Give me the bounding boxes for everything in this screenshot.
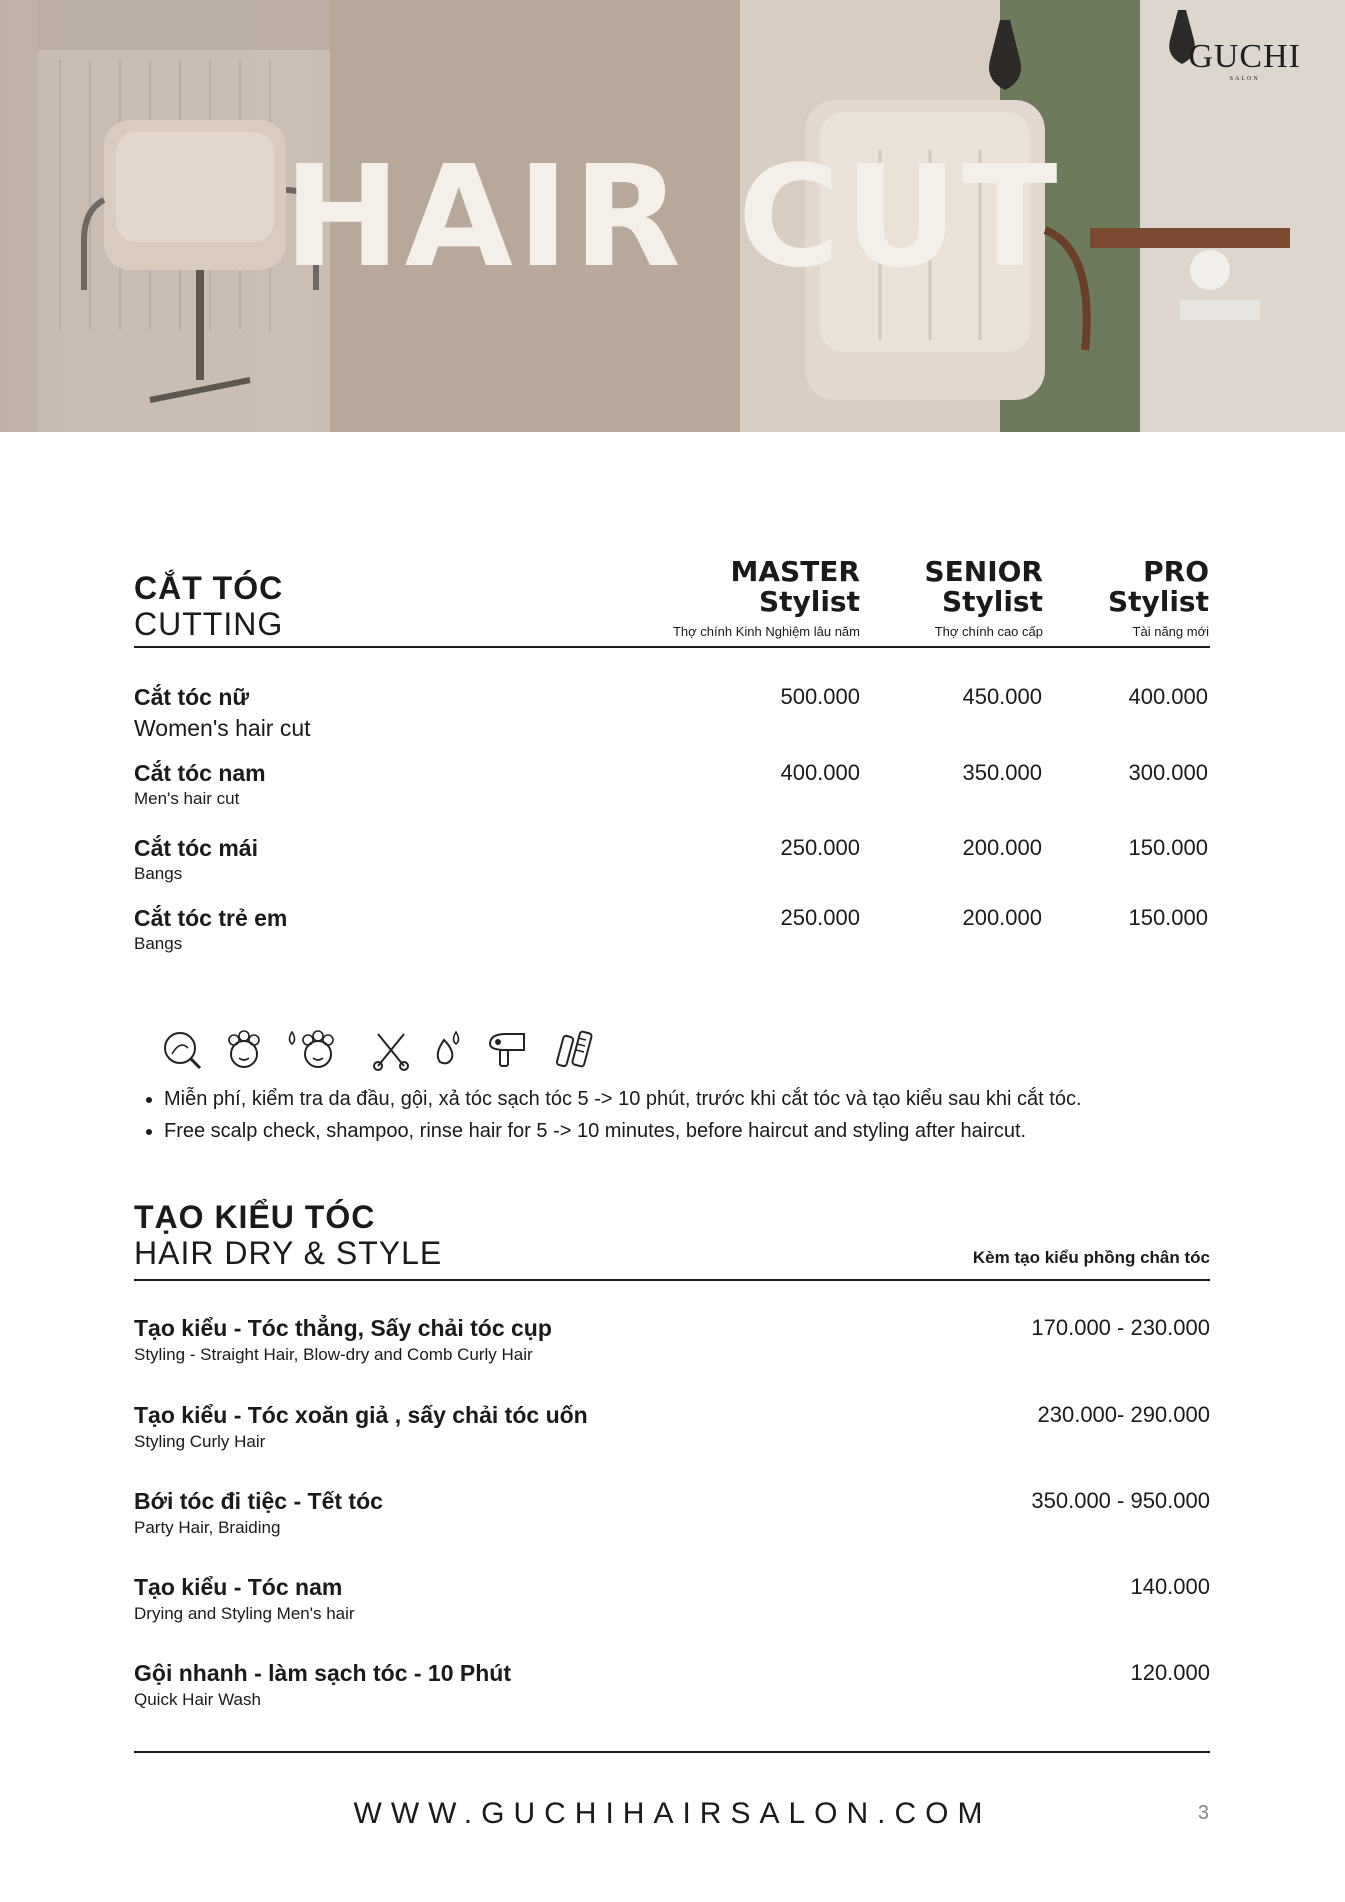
- logo-subtext: SALON: [1229, 76, 1260, 82]
- list-item: [134, 1660, 1210, 1711]
- column-master-line2: Stylist: [758, 585, 860, 618]
- hero-banner: [0, 0, 1345, 432]
- column-senior-line2: Stylist: [941, 585, 1043, 618]
- price-master: 250.000: [780, 835, 860, 860]
- hero-title: HAIR CUT: [283, 136, 1062, 299]
- styling-heading: [134, 1201, 442, 1269]
- table-row: [134, 835, 1210, 885]
- brand-logo: [1188, 40, 1301, 82]
- service-notes: [134, 1083, 1082, 1147]
- column-pro: [1107, 555, 1209, 639]
- service-name-vn: Cắt tóc trẻ em: [134, 905, 288, 931]
- styling-name-vn: Tạo kiểu - Tóc thẳng, Sấy chải tóc cụp: [134, 1315, 552, 1341]
- list-item: [134, 1402, 1210, 1453]
- cutting-title-vn: CẮT TÓC: [134, 570, 284, 606]
- table-row: [134, 760, 1210, 810]
- service-name-en: Bangs: [134, 863, 183, 883]
- styling-price: 170.000 - 230.000: [1031, 1315, 1210, 1340]
- styling-name-vn: Gội nhanh - làm sạch tóc - 10 Phút: [134, 1660, 511, 1686]
- price-master: 250.000: [780, 905, 860, 930]
- styling-name-en: Styling - Straight Hair, Blow-dry and Comb Curly Hair: [134, 1344, 533, 1364]
- styling-price: 350.000 - 950.000: [1031, 1488, 1210, 1513]
- column-pro-line2: Stylist: [1107, 585, 1209, 618]
- price-master: 500.000: [780, 684, 860, 709]
- table-row: [134, 684, 1210, 743]
- styling-divider: [134, 1279, 1210, 1281]
- styling-name-vn: Bới tóc đi tiệc - Tết tóc: [134, 1488, 383, 1514]
- column-pro-desc: Tài năng mới: [1132, 624, 1209, 639]
- styling-name-en: Party Hair, Braiding: [134, 1517, 281, 1537]
- logo-text: GUCHI: [1188, 38, 1301, 75]
- service-name-vn: Cắt tóc nữ: [134, 684, 250, 710]
- price-pro: 150.000: [1128, 835, 1208, 860]
- cutting-divider: [134, 646, 1210, 648]
- shampoo-icon: [222, 1028, 266, 1072]
- styling-name-vn: Tạo kiểu - Tóc nam: [134, 1574, 343, 1600]
- price-senior: 200.000: [962, 905, 1042, 930]
- styling-name-vn: Tạo kiểu - Tóc xoăn giả , sấy chải tóc uốn: [134, 1402, 588, 1428]
- list-item: [134, 1574, 1210, 1625]
- footer-divider: [134, 1751, 1210, 1753]
- note-item: • Miễn phí, kiểm tra da đầu, gội, xả tóc sạch tóc 5 -> 10 phút, trước khi cắt tóc và tạo kiểu sau khi cắt tóc.: [164, 1083, 1082, 1115]
- service-name-vn: Cắt tóc nam: [134, 760, 266, 786]
- list-item: [134, 1315, 1210, 1366]
- price-pro: 150.000: [1128, 905, 1208, 930]
- service-name-vn: Cắt tóc mái: [134, 835, 258, 861]
- website-link[interactable]: WWW.GUCHIHAIRSALON.COM: [353, 1797, 992, 1830]
- styling-title-vn: TẠO KIỂU TÓC: [134, 1199, 376, 1235]
- water-drops-icon: [426, 1028, 470, 1072]
- column-master-desc: Thợ chính Kinh Nghiệm lâu năm: [672, 624, 860, 639]
- column-senior-desc: Thợ chính cao cấp: [934, 624, 1043, 639]
- styling-name-en: Drying and Styling Men's hair: [134, 1603, 355, 1623]
- styling-name-en: Styling Curly Hair: [134, 1431, 266, 1451]
- column-pro-line1: PRO: [1143, 555, 1209, 588]
- styling-title-en: HAIR DRY & STYLE: [134, 1235, 443, 1271]
- styling-price: 230.000- 290.000: [1037, 1402, 1210, 1427]
- page-number: 3: [1197, 1802, 1209, 1824]
- cutting-heading: [134, 572, 283, 640]
- styling-name-en: Quick Hair Wash: [134, 1689, 261, 1709]
- column-senior: [924, 555, 1043, 639]
- column-master: [672, 555, 860, 639]
- price-pro: 300.000: [1128, 760, 1208, 785]
- hair-dryer-icon: [486, 1028, 530, 1072]
- scalp-check-icon: [160, 1028, 204, 1072]
- price-master: 400.000: [780, 760, 860, 785]
- cutting-title-en: CUTTING: [134, 606, 284, 642]
- styling-note: Kèm tạo kiểu phồng chân tóc: [972, 1248, 1210, 1267]
- table-row: [134, 905, 1210, 955]
- service-name-en: Bangs: [134, 933, 183, 953]
- list-item: [134, 1488, 1210, 1539]
- styling-price: 140.000: [1130, 1574, 1210, 1599]
- scissors-comb-icon: [370, 1028, 414, 1072]
- column-master-line1: MASTER: [730, 555, 860, 588]
- price-senior: 450.000: [962, 684, 1042, 709]
- rinse-icon: [284, 1028, 344, 1072]
- service-name-en: Men's hair cut: [134, 788, 240, 808]
- column-senior-line1: SENIOR: [924, 555, 1043, 588]
- note-item: • Free scalp check, shampoo, rinse hair for 5 -> 10 minutes, before haircut and styling after haircut.: [164, 1115, 1082, 1147]
- price-pro: 400.000: [1128, 684, 1208, 709]
- service-name-en: Women's hair cut: [134, 714, 311, 741]
- comb-brush-icon: [552, 1028, 596, 1072]
- styling-price: 120.000: [1130, 1660, 1210, 1685]
- price-senior: 350.000: [962, 760, 1042, 785]
- price-senior: 200.000: [962, 835, 1042, 860]
